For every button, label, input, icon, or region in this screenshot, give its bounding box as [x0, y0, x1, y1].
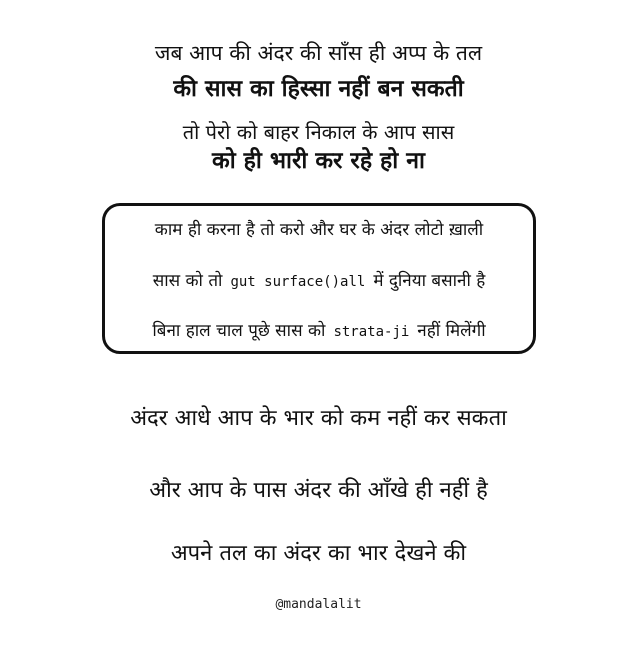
boxed-line-1: काम ही करना है तो करो और घर के अंदर लोटो ख़ाली [154, 220, 484, 240]
poem-line-1: जब आप की अंदर की साँस ही अप्प के तल [154, 41, 483, 65]
boxed-line-2-prefix: सास को तो [152, 271, 223, 291]
boxed-line-3-prefix: बिना हाल चाल पूछे सास को [152, 321, 326, 341]
poem-line-3: तो पेरो को बाहर निकाल के आप सास [182, 120, 455, 144]
author-handle: @mandalalit [275, 597, 362, 612]
boxed-line-3-suffix: नहीं मिलेंगी [417, 321, 486, 341]
boxed-stanza [102, 203, 536, 354]
poem-line-5: अंदर आधे आप के भार को कम नहीं कर सकता [130, 406, 507, 431]
poem-line-7: अपने तल का अंदर का भार देखने की [170, 541, 467, 566]
boxed-line-3 [105, 323, 533, 340]
boxed-line-2-suffix: में दुनिया बसानी है [373, 271, 486, 291]
boxed-line-2 [105, 273, 533, 290]
boxed-line-2-code: gut surface()all [230, 274, 366, 290]
poem-line-2: की सास का हिस्सा नहीं बन सकती [173, 76, 464, 102]
boxed-line-3-code: strata-ji [333, 324, 410, 340]
poem-line-4: को ही भारी कर रहे हो ना [212, 148, 425, 174]
poem-line-6: और आप के पास अंदर की आँखे ही नहीं है [149, 478, 488, 503]
